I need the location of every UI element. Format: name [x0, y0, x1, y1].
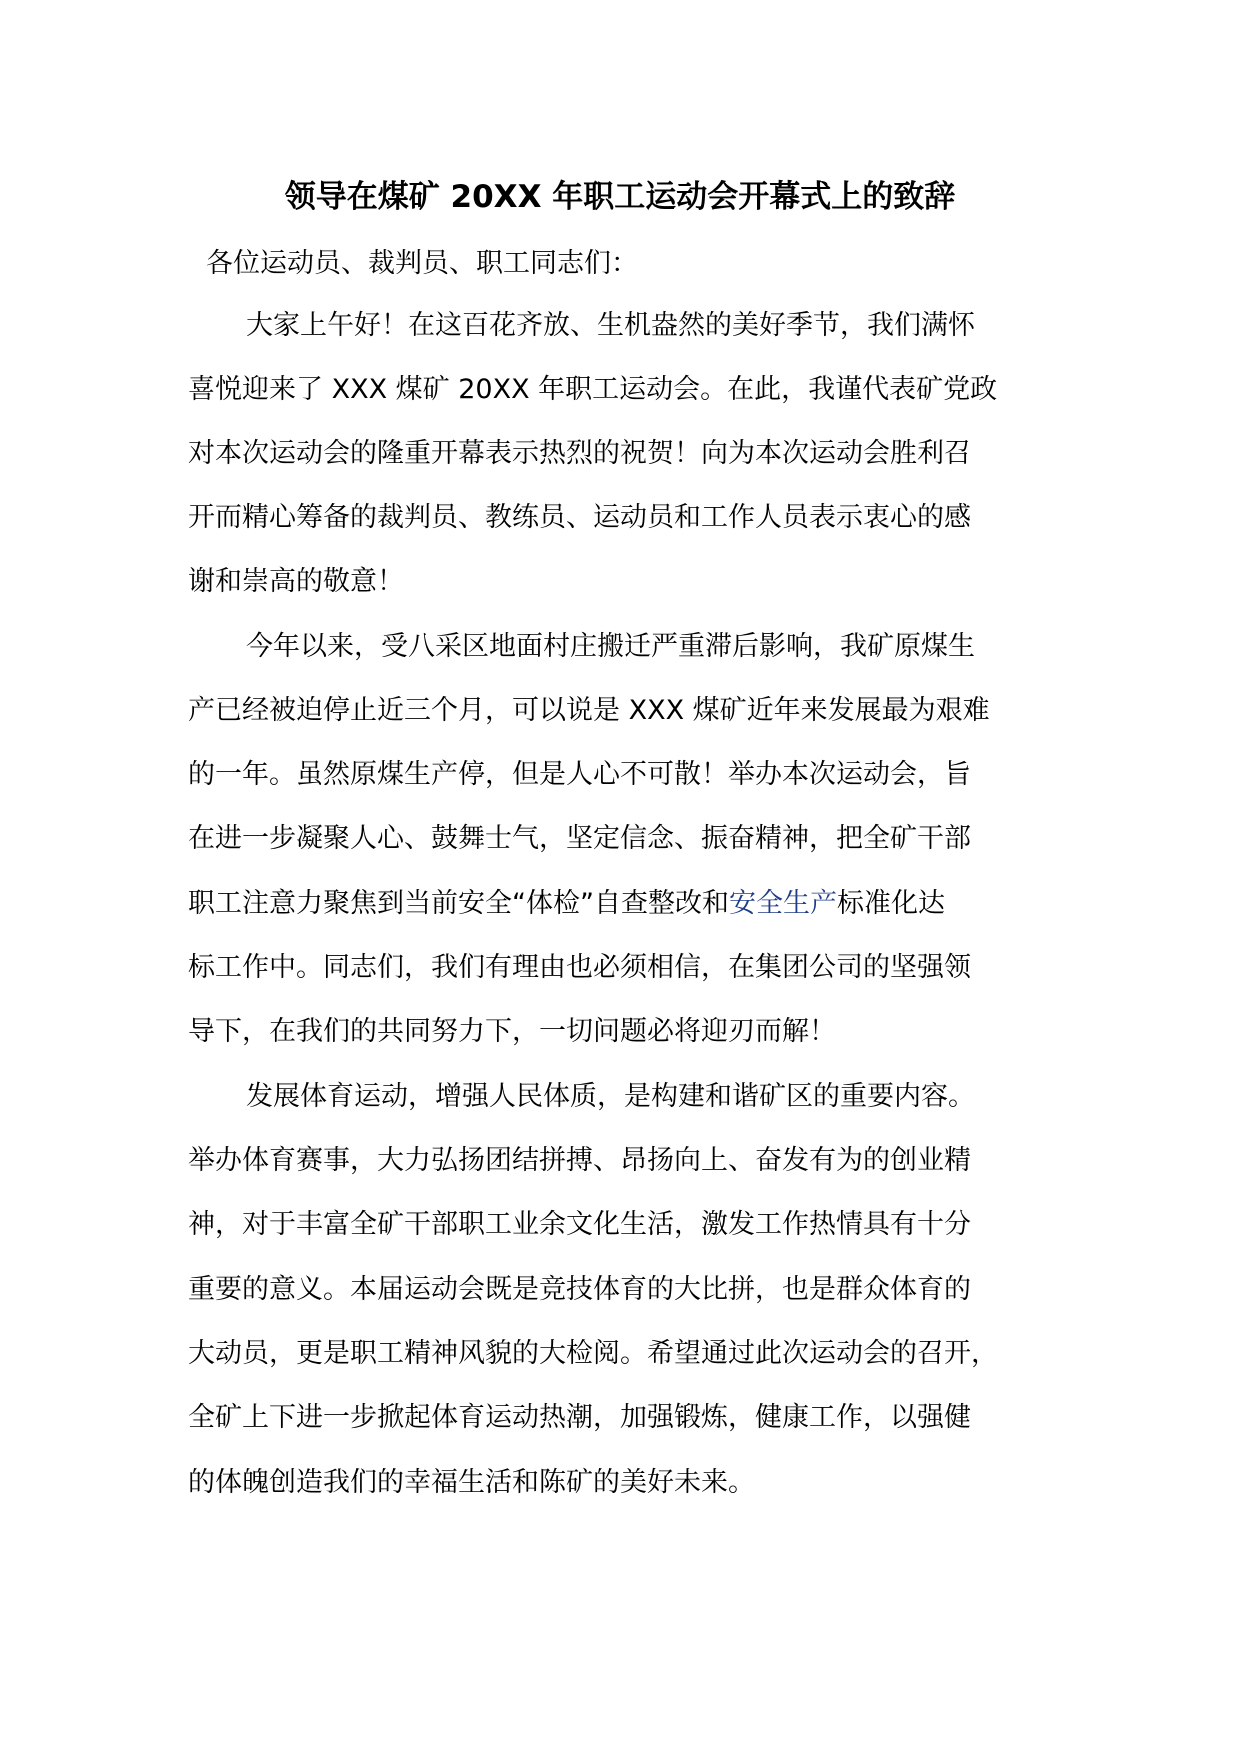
paragraph-1-line-2: 喜悦迎来了 XXX 煤矿 20XX 年职工运动会。在此，我谨代表矿党政 [188, 374, 998, 405]
paragraph-2-line-5-after: 标准化达 [836, 888, 945, 919]
paragraph-1-line-1: 大家上午好！在这百花齐放、生机盎然的美好季节，我们满怀 [246, 310, 975, 341]
safety-production-link[interactable]: 安全生产 [728, 888, 837, 919]
paragraph-2-line-1: 今年以来，受八采区地面村庄搬迁严重滞后影响，我矿原煤生 [246, 631, 975, 662]
paragraph-3-line-3: 神，对于丰富全矿干部职工业余文化生活，激发工作热情具有十分 [188, 1209, 971, 1240]
paragraph-1-line-5: 谢和崇高的敬意！ [188, 566, 404, 597]
paragraph-2-line-5-before: 职工注意力聚焦到当前安全“体检”自查整改和 [188, 888, 729, 919]
paragraph-2-line-5 [188, 884, 945, 924]
paragraph-1-line-4: 开而精心筹备的裁判员、教练员、运动员和工作人员表示衷心的感 [188, 502, 971, 533]
paragraph-3-line-1: 发展体育运动，增强人民体质，是构建和谐矿区的重要内容。 [246, 1081, 975, 1112]
paragraph-3-line-7: 的体魄创造我们的幸福生活和陈矿的美好未来。 [188, 1467, 755, 1498]
salutation: 各位运动员、裁判员、职工同志们： [206, 248, 638, 279]
paragraph-2-line-2: 产已经被迫停止近三个月，可以说是 XXX 煤矿近年来发展最为艰难 [188, 695, 990, 726]
paragraph-3-line-2: 举办体育赛事，大力弘扬团结拼搏、昂扬向上、奋发有为的创业精 [188, 1145, 971, 1176]
paragraph-2-line-4: 在进一步凝聚人心、鼓舞士气，坚定信念、振奋精神，把全矿干部 [188, 823, 971, 854]
paragraph-3-line-6: 全矿上下进一步掀起体育运动热潮，加强锻炼，健康工作，以强健 [188, 1402, 971, 1433]
document-title: 领导在煤矿 20XX 年职工运动会开幕式上的致辞 [284, 179, 956, 215]
paragraph-3-line-5: 大动员，更是职工精神风貌的大检阅。希望通过此次运动会的召开， [188, 1338, 998, 1369]
paragraph-1-line-3: 对本次运动会的隆重开幕表示热烈的祝贺！向为本次运动会胜利召 [188, 438, 971, 469]
paragraph-3-line-4: 重要的意义。本届运动会既是竞技体育的大比拼，也是群众体育的 [188, 1274, 971, 1305]
paragraph-2-line-7: 导下，在我们的共同努力下，一切问题必将迎刃而解！ [188, 1016, 836, 1047]
paragraph-2-line-3: 的一年。虽然原煤生产停，但是人心不可散！举办本次运动会，旨 [188, 759, 971, 790]
paragraph-2-line-6: 标工作中。同志们，我们有理由也必须相信，在集团公司的坚强领 [188, 952, 971, 983]
